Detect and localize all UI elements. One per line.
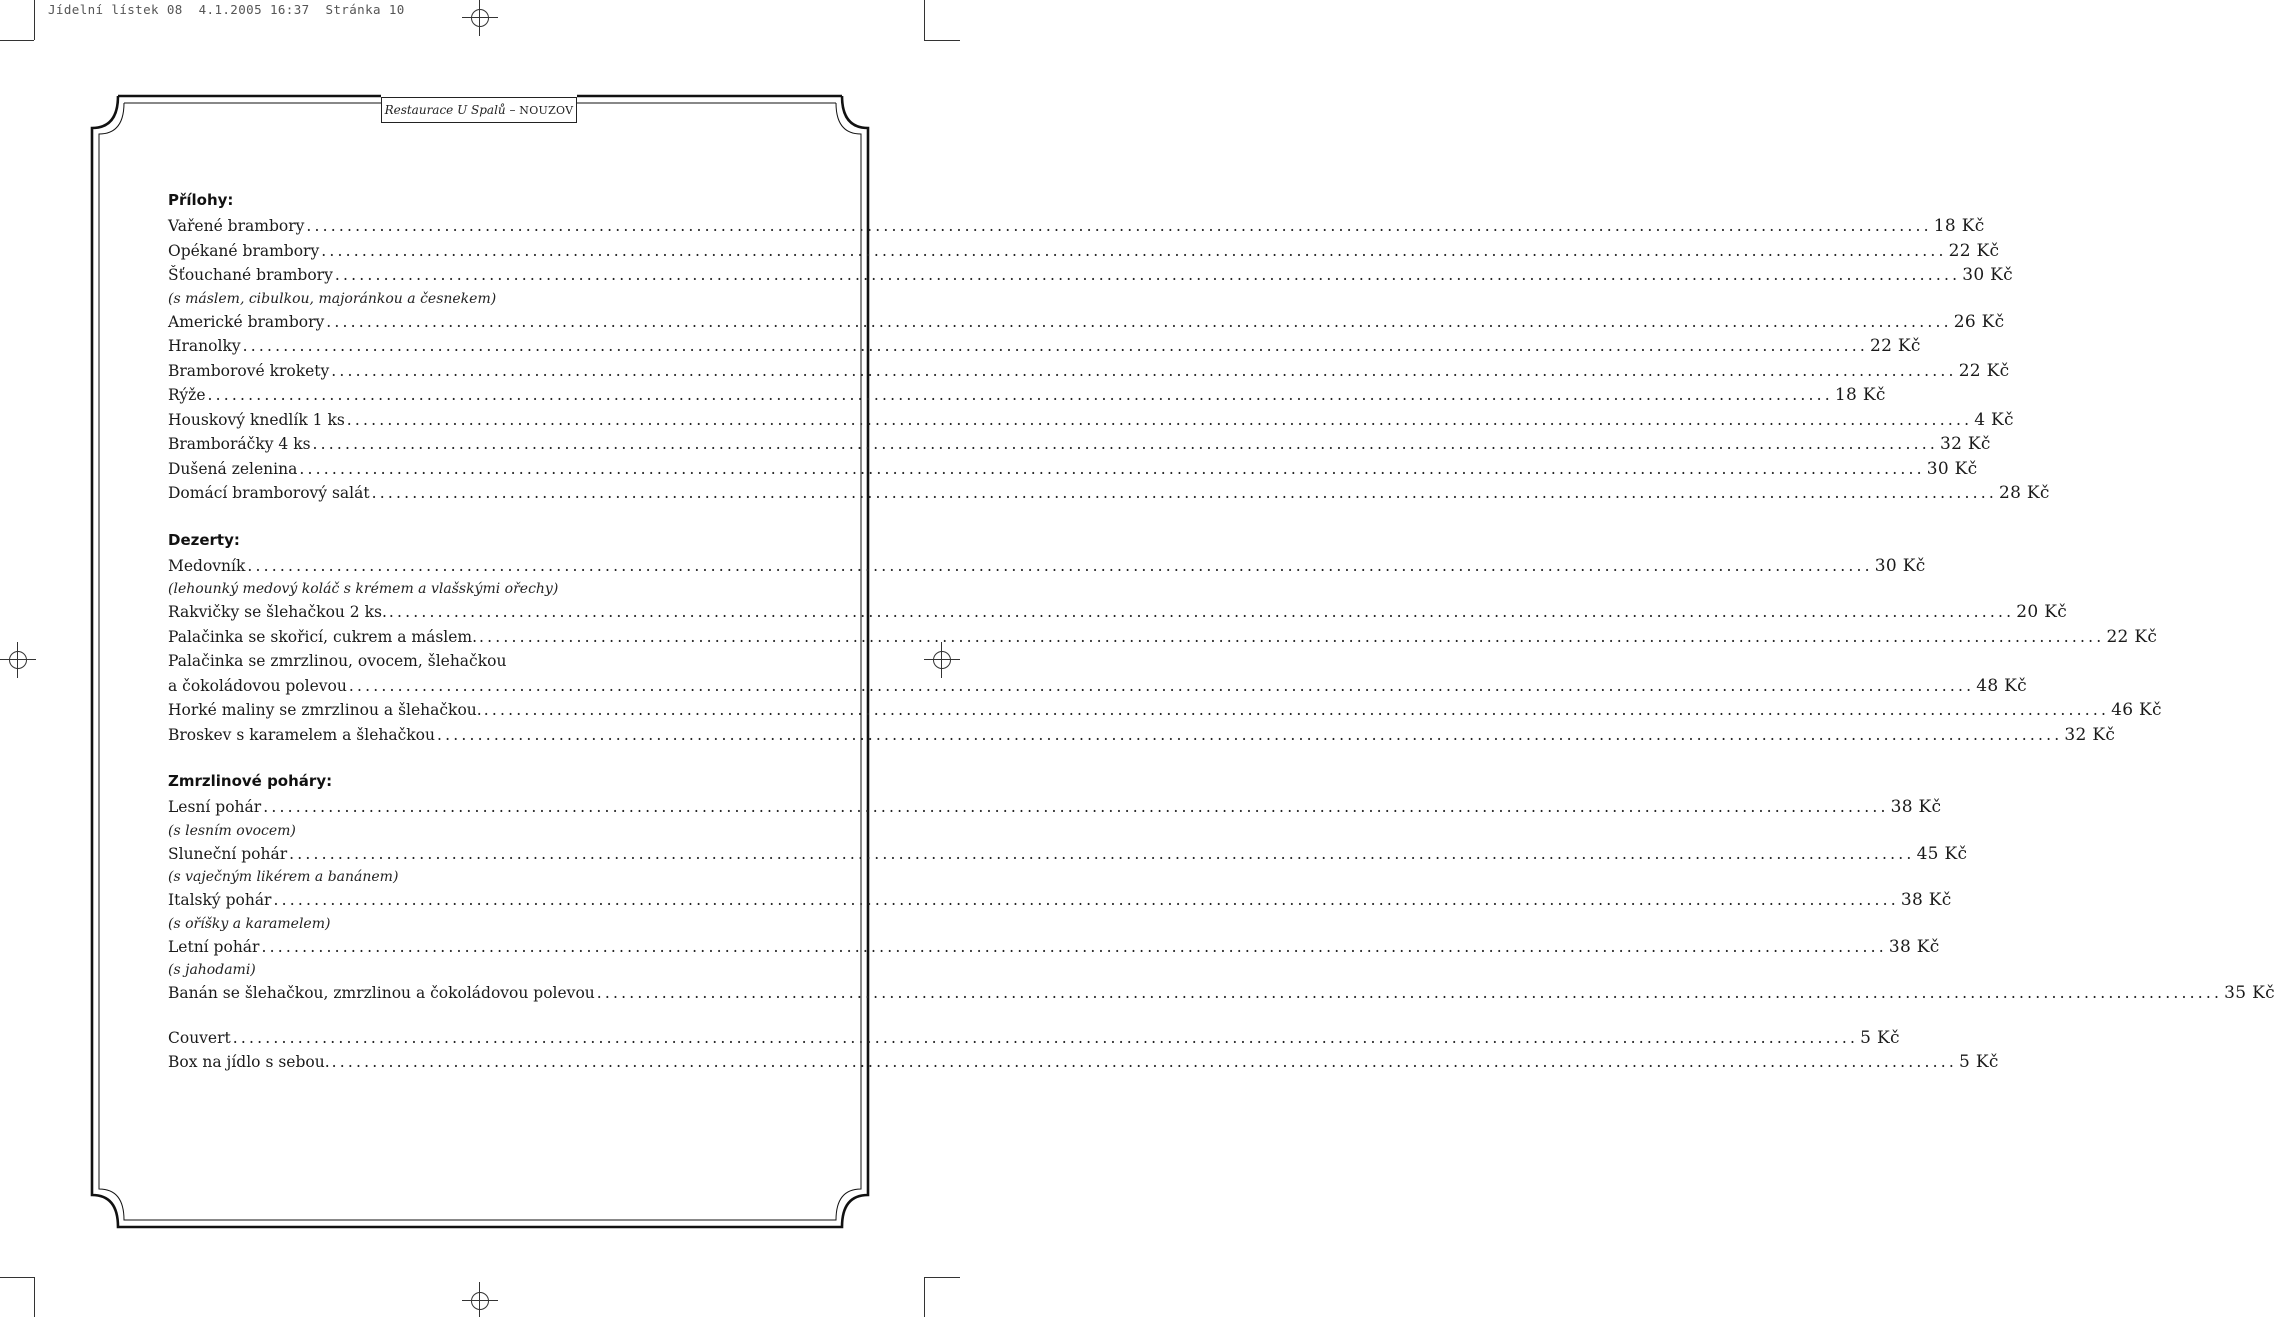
item-name: Dušená zelenina — [168, 459, 298, 478]
item-price: 38 Kč — [1900, 890, 1952, 910]
dot-leader: ........................................................................................................................................................................................................ — [388, 603, 2015, 621]
section-title: Přílohy: — [168, 191, 234, 209]
menu-item — [168, 481, 2050, 506]
item-price: 5 Kč — [1959, 1052, 1999, 1072]
item-name: Vařené brambory — [168, 217, 305, 235]
item-name: Couvert — [168, 1028, 231, 1047]
dot-leader: ........................................................................................................................................................................................................ — [273, 891, 1899, 909]
dot-leader: ........................................................................................................................................................................................................ — [299, 459, 1925, 478]
item-price: 35 Kč — [2224, 983, 2275, 1003]
menu-item — [168, 723, 2116, 748]
dot-leader: ........................................................................................................................................................................................................ — [207, 386, 1833, 404]
slug-datetime: 4.1.2005 16:37 — [198, 2, 310, 17]
section-title: Zmrzlinové poháry: — [168, 772, 333, 790]
dot-leader: ........................................................................................................................................................................................................ — [334, 266, 1961, 284]
menu-item — [168, 888, 1952, 913]
menu-item — [168, 795, 1942, 820]
item-note: (s vaječným likérem a banánem) — [168, 869, 399, 885]
dot-leader: ........................................................................................................................................................................................................ — [289, 844, 1915, 863]
item-name: Lesní pohár — [168, 798, 262, 816]
menu-item — [168, 334, 1921, 359]
item-name: Palačinka se skořicí, cukrem a máslem. — [168, 627, 478, 646]
item-price: 20 Kč — [2016, 602, 2068, 622]
menu-item — [168, 214, 1985, 239]
menu-section — [168, 767, 2275, 1006]
item-price: 30 Kč — [1962, 265, 2014, 285]
item-name: Italský pohár — [168, 891, 272, 909]
menu-item — [168, 263, 2014, 288]
item-price: 38 Kč — [1888, 936, 1940, 957]
restaurant-header — [381, 97, 577, 123]
menu-item — [168, 1050, 1999, 1075]
item-name: Banán se šlehačkou, zmrzlinou a čokoládovou polevou — [168, 984, 595, 1002]
menu-item — [168, 408, 2014, 433]
item-name: Medovník — [168, 556, 246, 575]
menu-item — [168, 554, 1926, 579]
item-name: Houskový knedlík 1 ks — [168, 410, 345, 429]
dot-leader: ........................................................................................................................................................................................................ — [263, 798, 1889, 816]
menu-item — [168, 935, 1940, 960]
item-note: (s lesním ovocem) — [168, 822, 296, 839]
item-name: Palačinka se zmrzlinou, ovocem, šlehačkou — [168, 652, 507, 670]
slug-file: Jídelní lístek 08 — [48, 2, 183, 17]
menu-item — [168, 698, 2162, 723]
item-price: 22 Kč — [1870, 336, 1921, 356]
item-price: 30 Kč — [1926, 458, 1978, 479]
item-note: (s máslem, cibulkou, majoránkou a česnekem) — [168, 290, 497, 307]
menu-list — [168, 186, 2275, 1075]
dot-leader: ........................................................................................................................................................................................................ — [247, 556, 1873, 575]
restaurant-place: NOUZOV — [519, 103, 574, 117]
menu-item — [168, 239, 2000, 264]
item-price: 18 Kč — [1834, 385, 1886, 405]
item-price: 26 Kč — [1953, 311, 2005, 332]
item-price: 46 Kč — [2111, 700, 2162, 720]
item-note: (s jahodami) — [168, 962, 256, 978]
dot-leader: ........................................................................................................................................................................................................ — [331, 361, 1957, 380]
item-price: 38 Kč — [1890, 797, 1942, 817]
dot-leader: ........................................................................................................................................................................................................ — [371, 484, 1997, 502]
menu-item — [168, 1026, 1900, 1051]
dot-leader: ........................................................................................................................................................................................................ — [326, 312, 1952, 331]
dot-leader: ........................................................................................................................................................................................................ — [321, 241, 1947, 260]
menu-item — [168, 674, 2027, 699]
item-name: Bramborové krokety — [168, 361, 330, 380]
item-note: (s oříšky a karamelem) — [168, 915, 331, 932]
menu-item-line — [168, 649, 784, 674]
item-price: 28 Kč — [1999, 483, 2050, 503]
item-name: Rýže — [168, 386, 206, 404]
slug-page: Stránka 10 — [325, 2, 405, 17]
dot-leader: ........................................................................................................................................................................................................ — [232, 1028, 1859, 1047]
item-price: 5 Kč — [1860, 1027, 1900, 1048]
item-price: 22 Kč — [1948, 240, 2000, 261]
item-name: Americké brambory — [168, 312, 325, 331]
menu-section — [168, 526, 2162, 748]
item-name: Opékané brambory — [168, 241, 320, 260]
section-spacer — [168, 506, 784, 526]
item-price: 4 Kč — [1974, 409, 2014, 430]
item-name: Rakvičky se šlehačkou 2 ks. — [168, 603, 387, 621]
item-name: Broskev s karamelem a šlehačkou — [168, 725, 435, 744]
dot-leader: ........................................................................................................................................................................................................ — [348, 676, 1975, 695]
restaurant-name: Restaurace U Spalů – — [384, 103, 516, 117]
dot-leader: ........................................................................................................................................................................................................ — [261, 937, 1887, 956]
dot-leader: ........................................................................................................................................................................................................ — [483, 701, 2110, 719]
item-price: 32 Kč — [1939, 434, 1991, 454]
dot-leader: ........................................................................................................................................................................................................ — [596, 984, 2223, 1002]
menu-item — [168, 359, 2010, 384]
menu-item — [168, 383, 1886, 408]
item-price: 22 Kč — [2106, 626, 2158, 647]
dot-leader: ........................................................................................................................................................................................................ — [242, 337, 1868, 355]
item-price: 32 Kč — [2064, 724, 2116, 745]
dot-leader: ........................................................................................................................................................................................................ — [306, 217, 1932, 235]
section-spacer — [168, 1006, 784, 1026]
item-name: Domácí bramborový salát — [168, 484, 370, 502]
dot-leader: ........................................................................................................................................................................................................ — [312, 435, 1938, 453]
item-price: 22 Kč — [1958, 360, 2010, 381]
dot-leader: ........................................................................................................................................................................................................ — [346, 410, 1973, 429]
item-name: Hranolky — [168, 337, 241, 355]
item-name: Letní pohár — [168, 937, 260, 956]
item-name: Box na jídlo s sebou. — [168, 1053, 330, 1071]
item-name: Bramboráčky 4 ks — [168, 435, 311, 453]
item-price: 48 Kč — [1976, 675, 2027, 696]
dot-leader: ........................................................................................................................................................................................................ — [331, 1053, 1958, 1071]
item-price: 30 Kč — [1874, 555, 1926, 576]
section-title: Dezerty: — [168, 530, 240, 549]
dot-leader: ........................................................................................................................................................................................................ — [479, 627, 2105, 646]
menu-item — [168, 981, 2275, 1006]
item-name: Šťouchané brambory — [168, 266, 333, 284]
item-name: a čokoládovou polevou — [168, 676, 347, 695]
item-name: Horké maliny se zmrzlinou a šlehačkou. — [168, 701, 482, 719]
item-note: (lehounký medový koláč s krémem a vlašskými ořechy) — [168, 581, 559, 597]
menu-item — [168, 625, 2158, 650]
item-price: 18 Kč — [1933, 216, 1985, 236]
menu-section — [168, 1026, 1999, 1075]
dot-leader: ........................................................................................................................................................................................................ — [437, 725, 2063, 744]
section-spacer — [168, 747, 784, 767]
menu-item — [168, 842, 1968, 867]
item-price: 45 Kč — [1916, 843, 1968, 864]
menu-section — [168, 186, 2050, 506]
menu-item — [168, 457, 1978, 482]
menu-item — [168, 310, 2005, 335]
menu-item — [168, 600, 2068, 625]
item-name: Sluneční pohár — [168, 844, 288, 863]
menu-item — [168, 432, 1991, 457]
